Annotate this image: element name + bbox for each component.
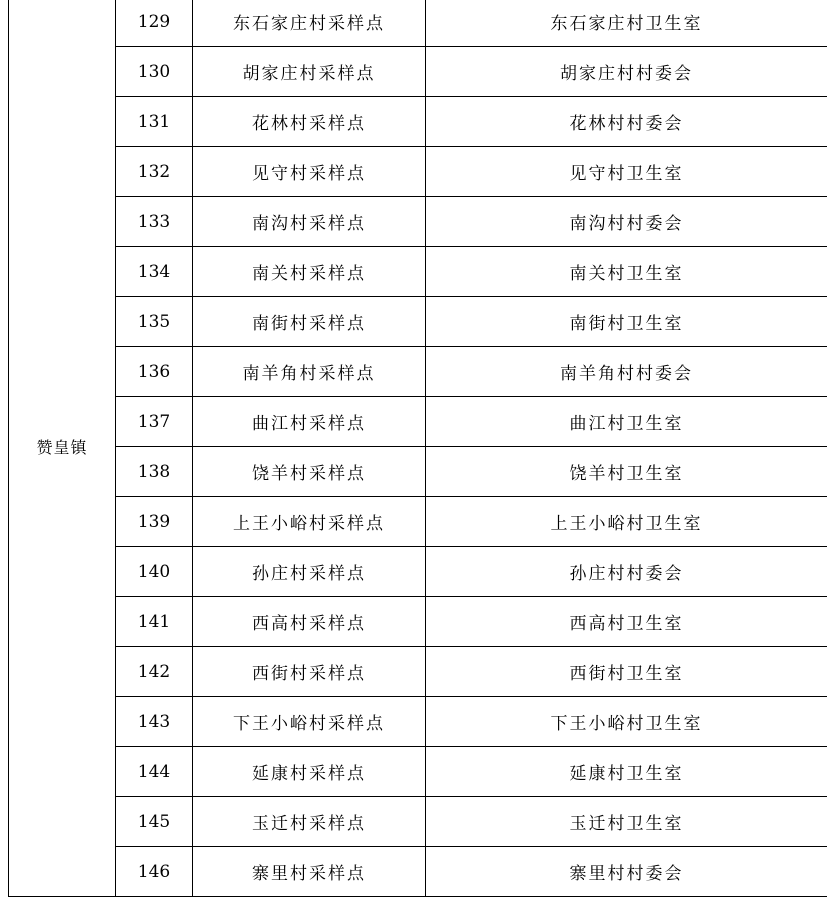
table-row <box>9 197 827 247</box>
table-row <box>9 647 827 697</box>
table-body <box>9 0 827 897</box>
sampling-site-location: 寨里村村委会 <box>426 847 827 897</box>
sampling-site-location: 玉迁村卫生室 <box>426 797 827 847</box>
sampling-site-location: 南街村卫生室 <box>426 297 827 347</box>
sampling-site-location: 延康村卫生室 <box>426 747 827 797</box>
sampling-site-name: 玉迁村采样点 <box>193 797 426 847</box>
sampling-site-location: 见守村卫生室 <box>426 147 827 197</box>
row-number: 129 <box>116 0 193 47</box>
sampling-site-name: 延康村采样点 <box>193 747 426 797</box>
table-row <box>9 397 827 447</box>
row-number: 135 <box>116 297 193 347</box>
table-row <box>9 697 827 747</box>
sampling-site-location: 上王小峪村卫生室 <box>426 497 827 547</box>
sampling-site-name: 南沟村采样点 <box>193 197 426 247</box>
table-row <box>9 797 827 847</box>
row-number: 142 <box>116 647 193 697</box>
sampling-site-name: 西高村采样点 <box>193 597 426 647</box>
table-row <box>9 97 827 147</box>
sampling-site-name: 上王小峪村采样点 <box>193 497 426 547</box>
sampling-site-location: 花林村村委会 <box>426 97 827 147</box>
sampling-site-name: 南羊角村采样点 <box>193 347 426 397</box>
row-number: 130 <box>116 47 193 97</box>
sampling-site-location: 曲江村卫生室 <box>426 397 827 447</box>
sampling-site-name: 南街村采样点 <box>193 297 426 347</box>
row-number: 139 <box>116 497 193 547</box>
sampling-site-name: 南关村采样点 <box>193 247 426 297</box>
row-number: 134 <box>116 247 193 297</box>
table-row <box>9 147 827 197</box>
sampling-site-location: 东石家庄村卫生室 <box>426 0 827 47</box>
town-cell: 赞皇镇 <box>9 0 116 897</box>
row-number: 143 <box>116 697 193 747</box>
table-row <box>9 47 827 97</box>
sampling-site-name: 曲江村采样点 <box>193 397 426 447</box>
sampling-site-location: 南关村卫生室 <box>426 247 827 297</box>
table-row <box>9 447 827 497</box>
table-row <box>9 747 827 797</box>
sampling-site-name: 下王小峪村采样点 <box>193 697 426 747</box>
sampling-site-name: 见守村采样点 <box>193 147 426 197</box>
row-number: 138 <box>116 447 193 497</box>
row-number: 137 <box>116 397 193 447</box>
sampling-site-name: 东石家庄村采样点 <box>193 0 426 47</box>
sampling-site-location: 西街村卫生室 <box>426 647 827 697</box>
sampling-site-table <box>8 0 827 897</box>
sampling-site-location: 下王小峪村卫生室 <box>426 697 827 747</box>
row-number: 132 <box>116 147 193 197</box>
sampling-site-location: 孙庄村村委会 <box>426 547 827 597</box>
sampling-site-location: 西高村卫生室 <box>426 597 827 647</box>
table-row <box>9 547 827 597</box>
sampling-site-name: 寨里村采样点 <box>193 847 426 897</box>
row-number: 146 <box>116 847 193 897</box>
row-number: 140 <box>116 547 193 597</box>
sampling-site-name: 西街村采样点 <box>193 647 426 697</box>
sampling-site-name: 花林村采样点 <box>193 97 426 147</box>
sampling-site-name: 胡家庄村采样点 <box>193 47 426 97</box>
sampling-site-location: 南羊角村村委会 <box>426 347 827 397</box>
table-row <box>9 847 827 897</box>
sampling-site-location: 胡家庄村村委会 <box>426 47 827 97</box>
row-number: 141 <box>116 597 193 647</box>
row-number: 144 <box>116 747 193 797</box>
sampling-site-location: 饶羊村卫生室 <box>426 447 827 497</box>
table-row <box>9 247 827 297</box>
table-row <box>9 597 827 647</box>
row-number: 133 <box>116 197 193 247</box>
row-number: 131 <box>116 97 193 147</box>
row-number: 136 <box>116 347 193 397</box>
row-number: 145 <box>116 797 193 847</box>
sampling-site-name: 饶羊村采样点 <box>193 447 426 497</box>
table-row <box>9 347 827 397</box>
sampling-site-location: 南沟村村委会 <box>426 197 827 247</box>
table-row <box>9 0 827 47</box>
table-row <box>9 497 827 547</box>
sampling-site-name: 孙庄村采样点 <box>193 547 426 597</box>
table-row <box>9 297 827 347</box>
